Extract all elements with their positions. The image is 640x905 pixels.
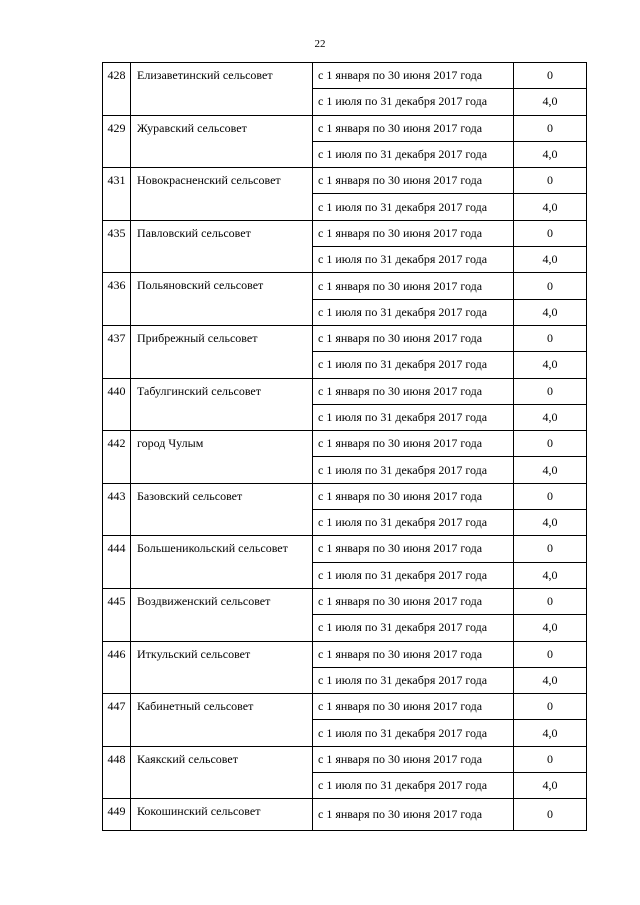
- period-cell: с 1 июля по 31 декабря 2017 года: [313, 510, 514, 536]
- row-number: 428: [103, 63, 131, 116]
- period-cell: с 1 июля по 31 декабря 2017 года: [313, 194, 514, 220]
- value-cell: 4,0: [514, 404, 587, 430]
- row-number: 442: [103, 431, 131, 484]
- page-number: 22: [314, 38, 326, 50]
- municipality-name: Журавский сельсовет: [131, 115, 313, 168]
- period-cell: с 1 июля по 31 декабря 2017 года: [313, 404, 514, 430]
- value-cell: 0: [514, 483, 587, 509]
- municipality-name: Каякский сельсовет: [131, 746, 313, 799]
- municipality-name: Кокошинский сельсовет: [131, 799, 313, 830]
- municipality-name: город Чулым: [131, 431, 313, 484]
- value-cell: 0: [514, 694, 587, 720]
- value-cell: 0: [514, 325, 587, 351]
- value-cell: 0: [514, 378, 587, 404]
- period-cell: с 1 января по 30 июня 2017 года: [313, 588, 514, 614]
- table-row: [103, 641, 587, 667]
- table-row: [103, 536, 587, 562]
- period-cell: с 1 января по 30 июня 2017 года: [313, 641, 514, 667]
- municipality-name: Табулгинский сельсовет: [131, 378, 313, 431]
- table-body: [103, 63, 587, 831]
- value-cell: 0: [514, 799, 587, 830]
- period-cell: с 1 января по 30 июня 2017 года: [313, 378, 514, 404]
- period-cell: с 1 июля по 31 декабря 2017 года: [313, 247, 514, 273]
- value-cell: 0: [514, 641, 587, 667]
- value-cell: 0: [514, 273, 587, 299]
- period-cell: с 1 января по 30 июня 2017 года: [313, 220, 514, 246]
- period-cell: с 1 января по 30 июня 2017 года: [313, 115, 514, 141]
- value-cell: 4,0: [514, 247, 587, 273]
- row-number: 448: [103, 746, 131, 799]
- table-row: [103, 378, 587, 404]
- row-number: 446: [103, 641, 131, 694]
- data-table: [102, 62, 587, 831]
- row-number: 436: [103, 273, 131, 326]
- value-cell: 0: [514, 63, 587, 89]
- period-cell: с 1 июля по 31 декабря 2017 года: [313, 773, 514, 799]
- table-row: [103, 63, 587, 89]
- value-cell: 0: [514, 536, 587, 562]
- period-cell: с 1 июля по 31 декабря 2017 года: [313, 667, 514, 693]
- municipality-name: Воздвиженский сельсовет: [131, 588, 313, 641]
- row-number: 444: [103, 536, 131, 589]
- table-row: [103, 694, 587, 720]
- period-cell: с 1 января по 30 июня 2017 года: [313, 536, 514, 562]
- value-cell: 4,0: [514, 562, 587, 588]
- municipality-name: Базовский сельсовет: [131, 483, 313, 536]
- period-cell: с 1 января по 30 июня 2017 года: [313, 746, 514, 772]
- value-cell: 4,0: [514, 615, 587, 641]
- municipality-name: Большеникольский сельсовет: [131, 536, 313, 589]
- row-number: 437: [103, 325, 131, 378]
- row-number: 440: [103, 378, 131, 431]
- value-cell: 4,0: [514, 141, 587, 167]
- value-cell: 4,0: [514, 667, 587, 693]
- period-cell: с 1 июля по 31 декабря 2017 года: [313, 457, 514, 483]
- row-number: 429: [103, 115, 131, 168]
- value-cell: 4,0: [514, 720, 587, 746]
- value-cell: 0: [514, 168, 587, 194]
- value-cell: 4,0: [514, 299, 587, 325]
- municipality-name: Павловский сельсовет: [131, 220, 313, 273]
- value-cell: 0: [514, 588, 587, 614]
- table-row: [103, 168, 587, 194]
- period-cell: с 1 июля по 31 декабря 2017 года: [313, 352, 514, 378]
- municipality-name: Польяновский сельсовет: [131, 273, 313, 326]
- period-cell: с 1 июля по 31 декабря 2017 года: [313, 720, 514, 746]
- municipality-name: Прибрежный сельсовет: [131, 325, 313, 378]
- municipality-name: Кабинетный сельсовет: [131, 694, 313, 747]
- period-cell: с 1 июля по 31 декабря 2017 года: [313, 562, 514, 588]
- value-cell: 4,0: [514, 773, 587, 799]
- period-cell: с 1 января по 30 июня 2017 года: [313, 63, 514, 89]
- row-number: 435: [103, 220, 131, 273]
- table-row: [103, 115, 587, 141]
- value-cell: 4,0: [514, 352, 587, 378]
- value-cell: 0: [514, 431, 587, 457]
- period-cell: с 1 июля по 31 декабря 2017 года: [313, 299, 514, 325]
- value-cell: 4,0: [514, 510, 587, 536]
- period-cell: с 1 января по 30 июня 2017 года: [313, 483, 514, 509]
- table-row: [103, 483, 587, 509]
- period-cell: с 1 января по 30 июня 2017 года: [313, 431, 514, 457]
- table-row: [103, 588, 587, 614]
- period-cell: с 1 июля по 31 декабря 2017 года: [313, 615, 514, 641]
- municipality-name: Иткульский сельсовет: [131, 641, 313, 694]
- value-cell: 0: [514, 115, 587, 141]
- period-cell: с 1 января по 30 июня 2017 года: [313, 694, 514, 720]
- row-number: 443: [103, 483, 131, 536]
- value-cell: 4,0: [514, 89, 587, 115]
- period-cell: с 1 июля по 31 декабря 2017 года: [313, 141, 514, 167]
- row-number: 449: [103, 799, 131, 830]
- period-cell: с 1 января по 30 июня 2017 года: [313, 799, 514, 830]
- municipality-name: Елизаветинский сельсовет: [131, 63, 313, 116]
- value-cell: 4,0: [514, 194, 587, 220]
- municipality-name: Новокрасненский сельсовет: [131, 168, 313, 221]
- period-cell: с 1 января по 30 июня 2017 года: [313, 325, 514, 351]
- table-row: [103, 431, 587, 457]
- row-number: 447: [103, 694, 131, 747]
- period-cell: с 1 января по 30 июня 2017 года: [313, 168, 514, 194]
- row-number: 431: [103, 168, 131, 221]
- value-cell: 4,0: [514, 457, 587, 483]
- value-cell: 0: [514, 746, 587, 772]
- value-cell: 0: [514, 220, 587, 246]
- table-row: [103, 325, 587, 351]
- table-row: [103, 746, 587, 772]
- table-row: [103, 273, 587, 299]
- table-row: [103, 220, 587, 246]
- period-cell: с 1 января по 30 июня 2017 года: [313, 273, 514, 299]
- period-cell: с 1 июля по 31 декабря 2017 года: [313, 89, 514, 115]
- table-row: [103, 799, 587, 830]
- row-number: 445: [103, 588, 131, 641]
